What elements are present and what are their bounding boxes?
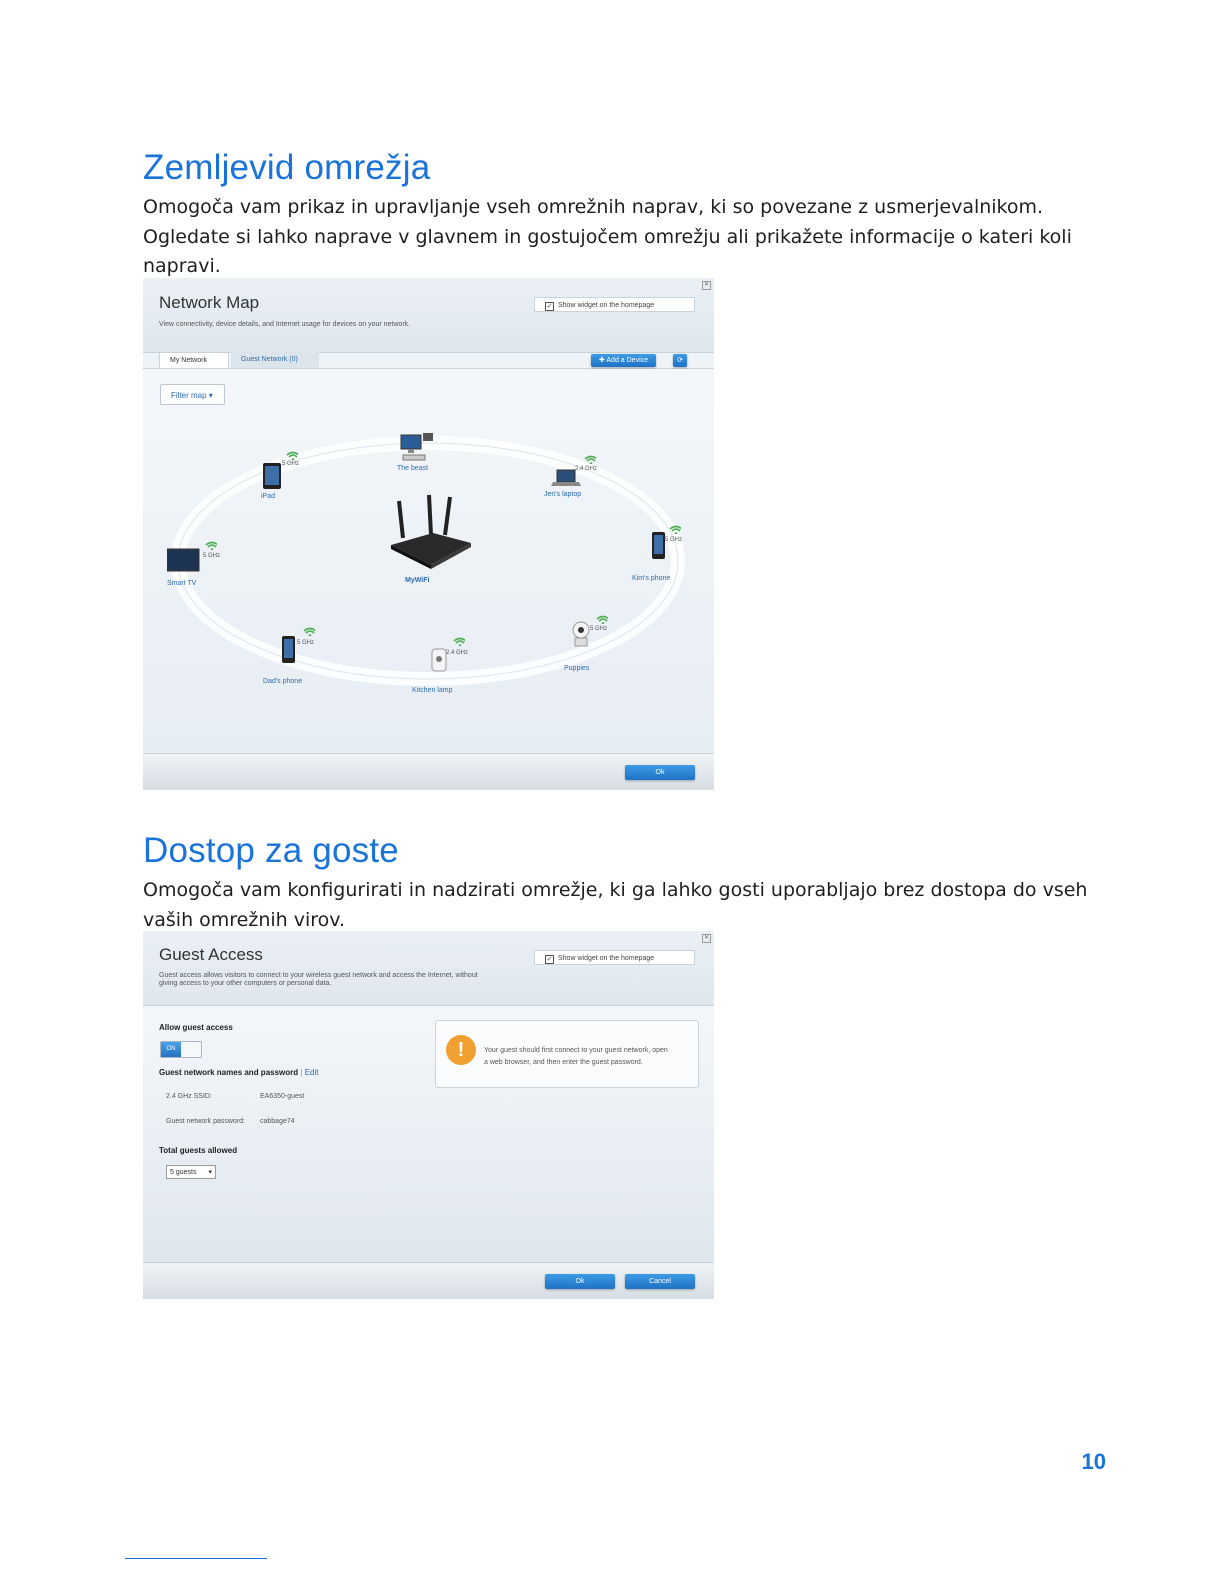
refresh-icon[interactable]: ⟳: [673, 354, 687, 367]
device-band: 5 GHz: [203, 553, 221, 559]
add-device-label: Add a Device: [606, 357, 649, 364]
close-icon[interactable]: ✕: [703, 282, 710, 288]
wifi-icon: [286, 451, 298, 460]
plus-icon: ✚: [598, 357, 607, 364]
device-name[interactable]: iPad: [261, 493, 276, 500]
tv-device-icon[interactable]: [167, 545, 201, 577]
device-name[interactable]: Puppies: [564, 665, 590, 672]
cancel-button[interactable]: Cancel: [625, 1274, 695, 1289]
wifi-icon: [205, 541, 217, 550]
subtitle-line: giving access to your other computers or personal data.: [159, 980, 332, 987]
filter-map-label: Filter map: [171, 391, 207, 400]
guest-access-footer: [143, 1262, 714, 1299]
paragraph-line: Omogoča vam konfigurirati in nadzirati omrežje, ki ga lahko gosti uporabljajo brez dostopa do vseh: [143, 879, 1088, 901]
guest-names-label: [159, 1068, 319, 1077]
guest-access-header: [143, 931, 714, 1006]
chevron-down-icon: ▾: [208, 1169, 212, 1176]
warning-icon: !: [446, 1035, 476, 1065]
network-map-header: [143, 278, 714, 353]
show-widget-checkbox[interactable]: [534, 297, 695, 312]
guest-access-body: [143, 1006, 714, 1262]
device-name[interactable]: Kitchen lamp: [412, 687, 453, 694]
paragraph-line: Omogoča vam prikaz in upravljanje vseh omrežnih naprav, ki so povezane z usmerjevalnikom.: [143, 196, 1044, 218]
show-widget-label: Show widget on the homepage: [558, 955, 655, 962]
allow-guest-label: Allow guest access: [159, 1023, 233, 1032]
names-label-text: Guest network names and password: [159, 1068, 299, 1077]
show-widget-label: Show widget on the homepage: [558, 302, 655, 309]
device-band: 5 GHz: [590, 626, 608, 632]
guest-access-toggle[interactable]: [160, 1041, 202, 1058]
ok-button[interactable]: Ok: [625, 765, 695, 780]
wifi-icon: [453, 637, 465, 646]
device-band: 5 GHz: [282, 461, 300, 467]
wifi-icon: [669, 525, 681, 534]
checkmark-icon: ✓: [546, 956, 553, 963]
total-guests-select[interactable]: [166, 1165, 216, 1179]
footer-rule: [125, 1558, 267, 1559]
network-tabs: [143, 352, 714, 369]
device-name[interactable]: Dad's phone: [263, 678, 303, 685]
password-label: Guest network password:: [166, 1118, 245, 1125]
guest-notice-box: [435, 1020, 699, 1088]
network-map-screenshot: [143, 278, 714, 790]
map-area: [143, 369, 714, 754]
router-icon: [387, 493, 473, 571]
router-name: MyWiFi: [405, 577, 430, 584]
paragraph-line: vaših omrežnih virov.: [143, 908, 346, 931]
add-device-button[interactable]: [591, 354, 656, 367]
section-heading-network-map: Zemljevid omrežja: [143, 148, 431, 187]
guest-access-subtitle: [159, 972, 478, 988]
desktop-device-icon[interactable]: [399, 433, 433, 465]
section-paragraph-guest-access: [143, 876, 1103, 935]
device-band: 5 GHz: [665, 537, 683, 543]
camera-device-icon[interactable]: [569, 620, 603, 652]
tab-my-network[interactable]: My Network: [159, 352, 229, 368]
notice-text: [484, 1045, 668, 1069]
device-name[interactable]: Kim's phone: [632, 575, 671, 582]
separator: |: [300, 1068, 303, 1077]
password-value: cabbage74: [260, 1118, 295, 1125]
device-band: 5 GHz: [297, 640, 315, 646]
ok-button[interactable]: Ok: [545, 1274, 615, 1289]
wifi-icon: [596, 615, 608, 624]
paragraph-line: napravi.: [143, 255, 221, 277]
device-name[interactable]: Jen's laptop: [544, 491, 582, 498]
wifi-icon: [303, 627, 315, 636]
edit-link[interactable]: Edit: [304, 1068, 319, 1077]
device-name[interactable]: Smart TV: [167, 580, 197, 587]
subtitle-line: Guest access allows visitors to connect to your wireless guest network and access the Internet, without: [159, 972, 478, 979]
phone-device-icon[interactable]: [276, 634, 310, 666]
device-name[interactable]: The beast: [397, 465, 429, 472]
notice-line: a web browser, and then enter the guest password.: [484, 1059, 643, 1066]
ssid-label: 2.4 GHz SSID:: [166, 1093, 212, 1100]
network-map-title: Network Map: [159, 293, 260, 312]
section-heading-guest-access: Dostop za goste: [143, 831, 399, 870]
network-map-footer: [143, 753, 714, 790]
device-band: 2.4 GHz: [446, 650, 469, 656]
network-map-subtitle: View connectivity, device details, and Internet usage for devices on your network.: [159, 321, 411, 328]
chevron-down-icon: ▾: [208, 391, 213, 400]
total-guests-label: Total guests allowed: [159, 1146, 238, 1155]
notice-line: Your guest should first connect to your guest network, open: [484, 1047, 668, 1054]
guest-access-screenshot: [143, 931, 714, 1299]
section-paragraph-network-map: [143, 193, 1103, 282]
device-band: 2.4 GHz: [575, 466, 598, 472]
phone-device-icon[interactable]: [646, 530, 683, 562]
close-icon[interactable]: ✕: [703, 935, 710, 941]
total-guests-value: 5 guests: [170, 1169, 197, 1176]
tab-guest-network[interactable]: Guest Network (0): [231, 352, 319, 368]
toggle-on-label: ON: [161, 1042, 181, 1057]
wifi-icon: [584, 455, 596, 464]
page-number: 10: [1081, 1449, 1106, 1474]
guest-access-title: Guest Access: [159, 945, 263, 964]
paragraph-line: Ogledate si lahko naprave v glavnem in gostujočem omrežju ali prikažete informacije o kateri koli: [143, 225, 1072, 248]
show-widget-checkbox[interactable]: [534, 950, 695, 965]
checkmark-icon: ✓: [546, 303, 553, 310]
ssid-value: EA6350-guest: [260, 1093, 305, 1100]
